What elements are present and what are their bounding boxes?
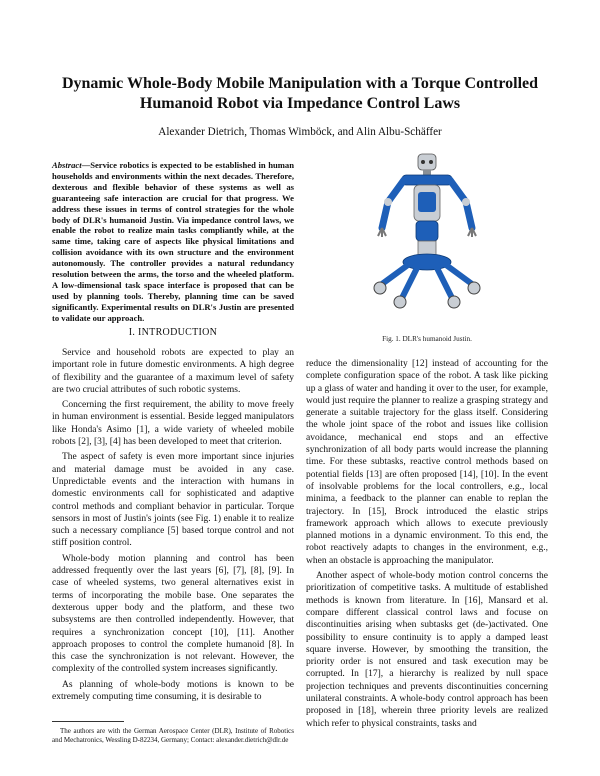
right-column [306,358,548,733]
abstract-label: Abstract [52,160,82,170]
intro-paragraph: As planning of whole-body motions is known to be extremely computing time consuming, it is desirable to [52,679,294,703]
section-heading: I. INTRODUCTION [128,327,218,338]
footnote: The authors are with the German Aerospace Center (DLR), Institute of Robotics and Mechatronics, Wessling D-82234, Germany; Contact: alexander.dietrich@dlr.de [52,727,294,744]
footnote-rule [52,721,124,722]
intro-paragraph: The aspect of safety is even more important since injuries and material damage must be avoided in any case. Unpredictable events and the interaction with humans in domestic environments call for sophisticated and adaptive control methods and compliant behavior in particular. Torque sensors in most of Justin's joints (see Fig. 1) enable it to realize such a necessary compliance [5] based torque control and not stiff position control. [52,452,294,549]
paper-authors: Alexander Dietrich, Thomas Wimböck, and Alin Albu-Schäffer [158,126,442,138]
intro-paragraph: Whole-body motion planning and control has been addressed frequently over the last years [6], [7], [8], [9]. In case of wheeled systems, two general alternatives exist in terms of incorporating the mobile base. One separates the dexterous upper body and the platform, and these two subsystems are then controlled independently. However, that requires a synchronization concept [10], [11]. Another approach proposes to control the complete humanoid [8]. In this case the synchronization is not relevant. However, the complexity of the controlled system increases significantly. [52,553,294,675]
figure-caption: Fig. 1. DLR's humanoid Justin. [382,335,472,343]
body-paragraph: reduce the dimensionality [12] instead of accounting for the complete configuration space of the robot. A task like picking up a glass of water and handing it over to the user, for example, would just require the planner to realize a grasping strategy and generate a suitable trajectory for the glass itself. Considering the whole joint space of the robot and issues like collision avoidance, mechanical end stops and an effective synchronization of all body parts would increase the planning time. For these subtasks, reactive control methods based on potential fields [13] are often proposed [14], [10]. In the event of insolvable problems for the local controllers, e.g., local minima, a feedback to the planner can enable to replan the trajectory. In [15], Brock introduced the elastic strips framework approach which allows to execute previously planned motions in a dynamic environment. To this end, the robot reactively adapts to changes in the environment, e.g., when an obstacle is approaching the manipulator. [306,359,548,566]
intro-paragraph: Concerning the first requirement, the ability to move freely in human environment is essential. Beside legged manipulators like Honda's Asimo [1], a wide variety of wheeled mobile robots [2], [3], [4] has been developed to meet that criterion. [52,400,294,448]
robot-figure [352,150,502,310]
intro-column [52,347,294,706]
abstract [52,160,294,324]
intro-paragraph: Service and household robots are expected to play an important role in future domestic environments. A high degree of flexibility and the guarantee of a maximum level of safety are two crucial attributes of such robotic systems. [52,348,294,395]
body-paragraph: Another aspect of whole-body motion control concerns the prioritization of competitive tasks. A multitude of established methods is known from literature. In [16], Mansard et al. compare different classical control laws and focuse on discontinuities arising when subtasks get (de-)activated. One possibility to ensure continuity is to apply a damped least square inverse. However, by smoothing the transition, the priority order is not ensured and task execution may be corrupted. In [17], a hierarchy is realized by null space projection techniques and prevents discontinuities concerning unilateral constraints. A whole-body control approach has been proposed in [18], wherein three priority levels are realized which refer to physical constraints, tasks and [306,571,548,729]
abstract-text: —Service robotics is expected to be established in human households and environments within the next decades. Therefore, dexterous and flexible behavior of these systems as well as guaranteeing safe interaction are crucial for that progress. We address these issues in terms of control strategies for the whole body of DLR's humanoid Justin. Via impedance control laws, we enable the robot to realize main tasks compliantly while, at the same time, taking care of aspects like physical limitations and collision avoidance with its own structure and the environment autonomously. The controller provides a natural redundancy resolution between the arms, the torso and the wheeled platform. A low-dimensional task space interface is proposed that can be used by planning tools. Thereby, planning time can be saved significantly. Experimental results on DLR's Justin are presented to validate our approach. [52,160,294,323]
paper-title: Dynamic Whole-Body Mobile Manipulation with a Torque Controlled Humanoid Robot via Impedance Control Laws [61,75,539,112]
